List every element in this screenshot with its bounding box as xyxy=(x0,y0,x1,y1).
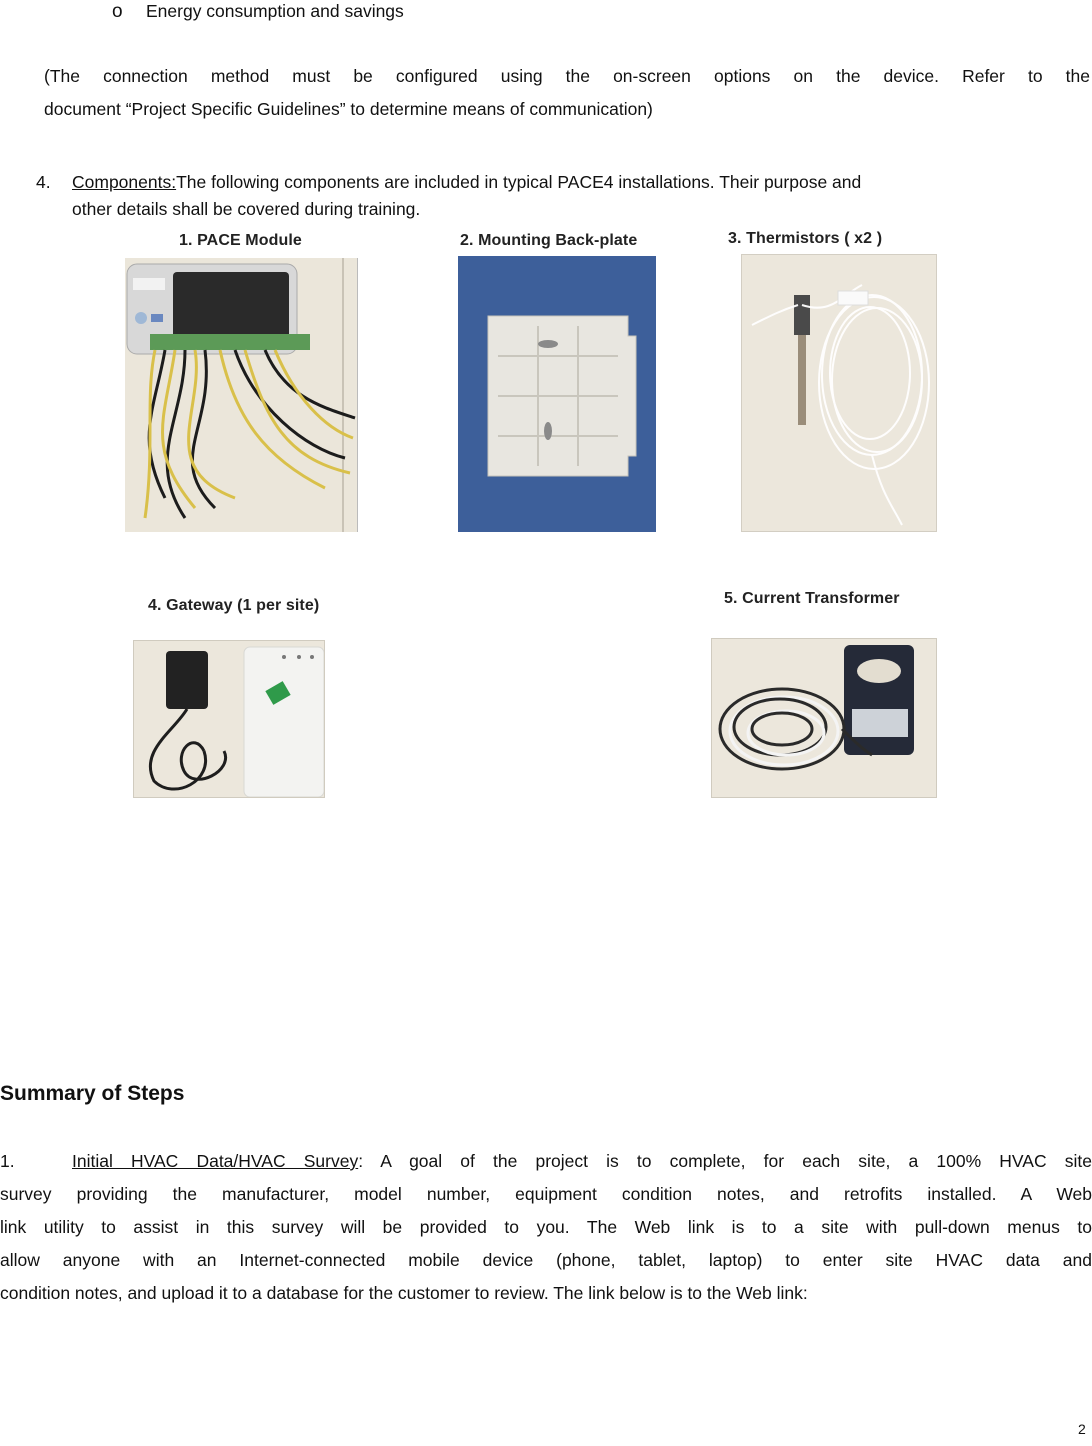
caption-current-transformer: 5. Current Transformer xyxy=(724,590,900,607)
step-line-1-rest: : A goal of the project is to complete, for each site, a 100% HVAC site xyxy=(358,1151,1092,1171)
gateway-photo xyxy=(133,640,325,798)
components-number: 4. xyxy=(36,172,51,192)
caption-back-plate: 2. Mounting Back-plate xyxy=(460,232,638,249)
step-line-5: condition notes, and upload it to a database for the customer to review. The link below is to the Web link: xyxy=(0,1283,808,1303)
components-heading: Components: xyxy=(72,172,177,192)
step-line-4: allow anyone with an Internet-connected mobile device (phone, tablet, laptop) to enter site HVAC data and xyxy=(0,1250,1092,1270)
current-transformer-photo xyxy=(711,638,937,798)
caption-gateway: 4. Gateway (1 per site) xyxy=(148,597,320,614)
components-line-2: other details shall be covered during training. xyxy=(72,199,421,219)
bullet-marker: o xyxy=(112,1,123,22)
step-link[interactable]: Initial HVAC Data/HVAC Survey xyxy=(72,1151,359,1171)
thermistors-photo xyxy=(741,254,937,532)
bullet-item xyxy=(112,0,404,25)
back-plate-photo xyxy=(458,256,656,532)
step-line-3: link utility to assist in this survey will be provided to you. The Web link is to a site with pull-down menus to xyxy=(0,1217,1092,1237)
page-number: 2 xyxy=(1078,1421,1086,1437)
summary-title: Summary of Steps xyxy=(0,1082,185,1105)
step-number: 1. xyxy=(0,1151,15,1171)
pace-module-photo xyxy=(125,258,358,532)
caption-pace-module: 1. PACE Module xyxy=(179,232,302,249)
bullet-text: Energy consumption and savings xyxy=(146,1,404,21)
note-line-1: (The connection method must be configured using the on-screen options on the device. Refer to the xyxy=(44,66,1090,86)
note-line-2: document “Project Specific Guidelines” to determine means of communication) xyxy=(44,99,653,119)
components-line-1 xyxy=(72,169,861,195)
caption-thermistors: 3. Thermistors ( x2 ) xyxy=(728,230,883,247)
step-line-1 xyxy=(72,1148,1092,1174)
step-line-2: survey providing the manufacturer, model number, equipment condition notes, and retrofits installed. A Web xyxy=(0,1184,1092,1204)
components-text: The following components are included in typical PACE4 installations. Their purpose and xyxy=(176,172,862,192)
